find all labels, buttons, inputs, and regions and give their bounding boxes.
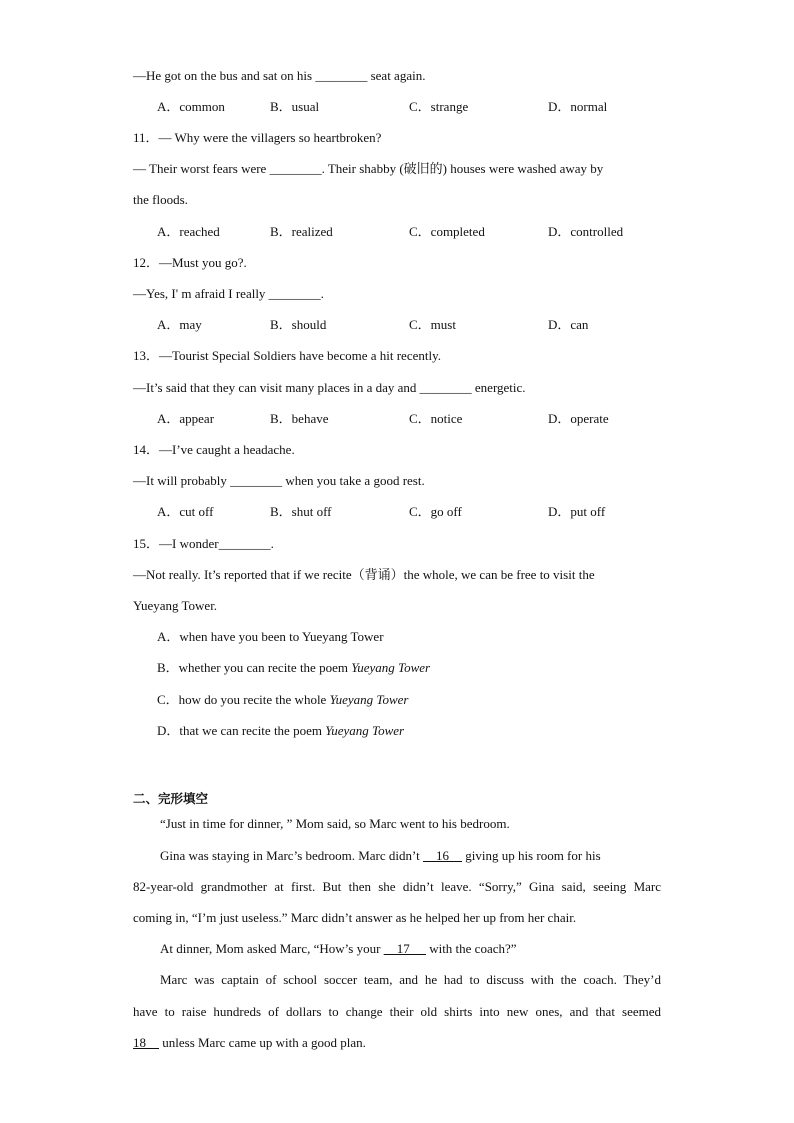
- cloze-p2-text-b: giving up his room for his: [461, 848, 601, 863]
- q11-option-a[interactable]: A．reached: [157, 224, 220, 239]
- q11-option-c[interactable]: C．completed: [409, 224, 485, 239]
- q11-stem: 11．— Why were the villagers so heartbroken?: [133, 130, 382, 145]
- q15-option-a[interactable]: A．when have you been to Yueyang Tower: [157, 629, 384, 644]
- q12-stem: 12．—Must you go?.: [133, 255, 247, 270]
- q15-option-d-title: Yueyang Tower: [325, 723, 405, 738]
- q15-line2: —Not really. It’s reported that if we recite（背诵）the whole, we can be free to visit the: [133, 567, 595, 582]
- cloze-p2-text-a: Gina was staying in Marc’s bedroom. Marc didn’t: [160, 848, 423, 863]
- cloze-p3-text-a: At dinner, Mom asked Marc, “How’s your: [160, 941, 384, 956]
- q14-stem: 14．—I’ve caught a headache.: [133, 442, 295, 457]
- q15-option-b-text: B．whether you can recite the poem: [157, 660, 352, 675]
- q15-option-c-text: C．how do you recite the whole: [157, 692, 330, 707]
- q11-line3: the floods.: [133, 192, 188, 207]
- q10-line2: —He got on the bus and sat on his ________ seat again.: [133, 68, 426, 83]
- q14-option-b[interactable]: B．shut off: [270, 504, 332, 519]
- q13-line2: —It’s said that they can visit many places in a day and ________ energetic.: [133, 380, 526, 395]
- q15-option-c-title: Yueyang Tower: [329, 692, 409, 707]
- cloze-p2-line3: coming in, “I’m just useless.” Marc didn’t answer as he helped her up from her chair.: [133, 910, 577, 925]
- cloze-p4-text: unless Marc came up with a good plan.: [159, 1035, 366, 1050]
- q12-line2: —Yes, I' m afraid I really ________.: [133, 286, 324, 301]
- q15-option-b-title: Yueyang Tower: [351, 660, 431, 675]
- cloze-p2-line1: [160, 847, 601, 865]
- q13-stem: 13．—Tourist Special Soldiers have become a hit recently.: [133, 348, 441, 363]
- q14-line2: —It will probably ________ when you take a good rest.: [133, 473, 425, 488]
- q10-option-d[interactable]: D．normal: [548, 99, 608, 114]
- cloze-p4-line1: Marc was captain of school soccer team, and he had to discuss with the coach. They’d: [160, 972, 661, 987]
- q15-option-d[interactable]: [157, 722, 404, 740]
- q12-option-c[interactable]: C．must: [409, 317, 456, 332]
- q13-option-c[interactable]: C．notice: [409, 411, 463, 426]
- q14-option-c[interactable]: C．go off: [409, 504, 462, 519]
- cloze-p4-line3: [133, 1034, 366, 1052]
- q10-option-a[interactable]: A．common: [157, 99, 225, 114]
- q15-option-b[interactable]: [157, 659, 430, 677]
- cloze-paragraph-1: “Just in time for dinner, ” Mom said, so Marc went to his bedroom.: [160, 816, 510, 831]
- q10-option-c[interactable]: C．strange: [409, 99, 469, 114]
- q10-option-b[interactable]: B．usual: [270, 99, 320, 114]
- q11-line2: — Their worst fears were ________. Their shabby (破旧的) houses were washed away by: [133, 161, 604, 176]
- q11-option-b[interactable]: B．realized: [270, 224, 333, 239]
- q12-option-a[interactable]: A．may: [157, 317, 202, 332]
- q13-option-a[interactable]: A．appear: [157, 411, 215, 426]
- blank-17[interactable]: 17: [383, 941, 426, 956]
- section-heading: 二、完形填空: [133, 791, 209, 806]
- q15-stem: 15．—I wonder________.: [133, 536, 274, 551]
- cloze-p2-line2: 82-year-old grandmother at first. But then she didn’t leave. “Sorry,” Gina said, seeing Marc: [133, 879, 661, 894]
- q12-option-d[interactable]: D．can: [548, 317, 589, 332]
- cloze-p3-text-b: with the coach?”: [425, 941, 517, 956]
- q11-option-d[interactable]: D．controlled: [548, 224, 624, 239]
- q14-option-d[interactable]: D．put off: [548, 504, 606, 519]
- q12-option-b[interactable]: B．should: [270, 317, 327, 332]
- q15-line3: Yueyang Tower.: [133, 598, 218, 613]
- q14-option-a[interactable]: A．cut off: [157, 504, 214, 519]
- q13-option-d[interactable]: D．operate: [548, 411, 609, 426]
- q15-option-d-text: D．that we can recite the poem: [157, 723, 326, 738]
- q15-option-c[interactable]: [157, 691, 408, 709]
- q13-option-b[interactable]: B．behave: [270, 411, 329, 426]
- cloze-p3: [160, 940, 517, 958]
- blank-16[interactable]: 16: [422, 848, 462, 863]
- blank-18[interactable]: 18: [133, 1035, 159, 1050]
- cloze-p4-line2: have to raise hundreds of dollars to change their old shirts into new ones, and that seemed: [133, 1004, 661, 1019]
